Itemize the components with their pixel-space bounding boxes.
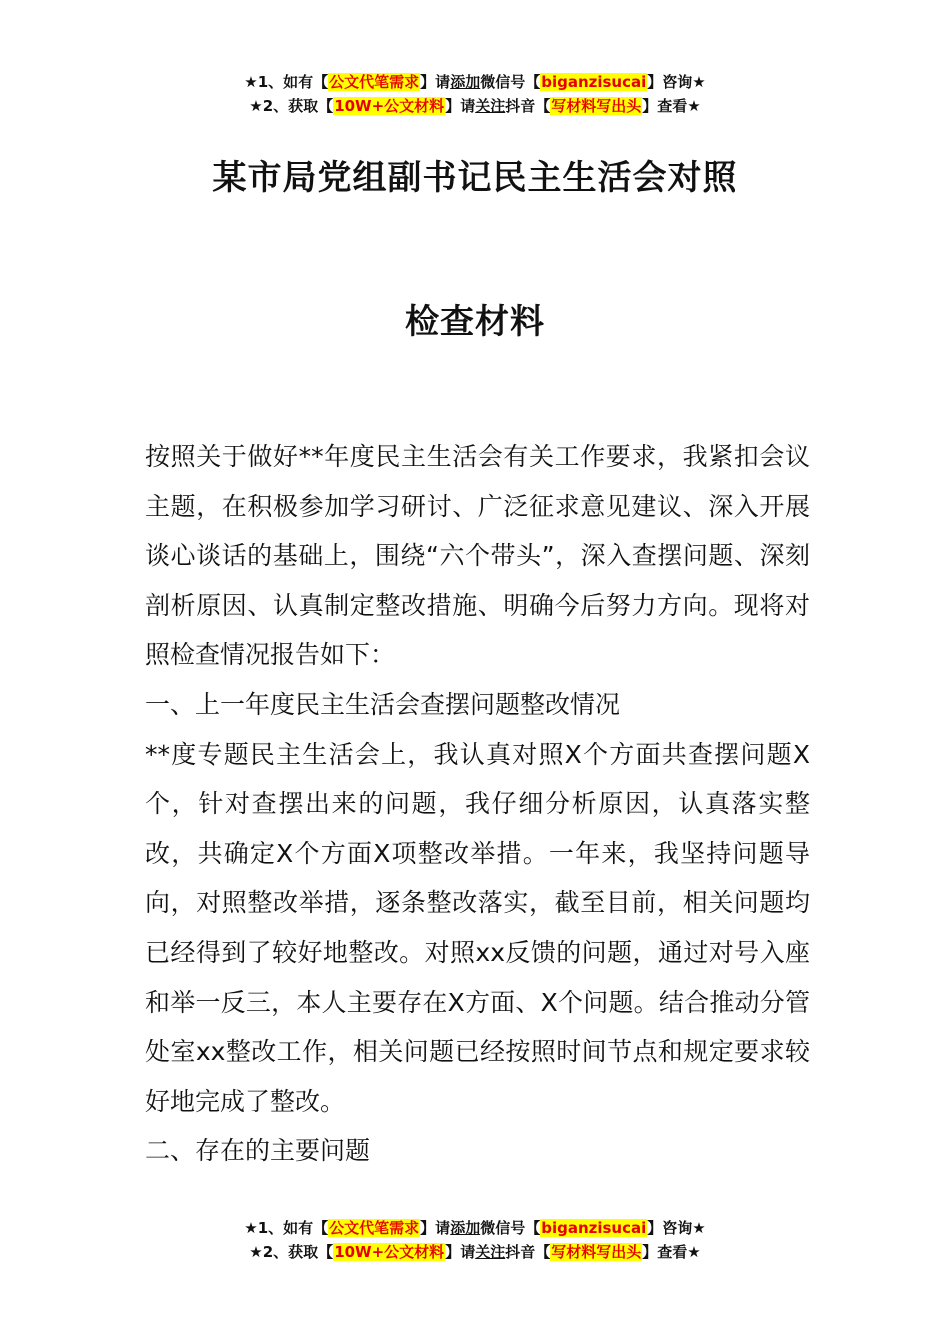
banner-text: 】咨询★ (647, 73, 706, 91)
banner-text: ★2、获取【 (249, 97, 334, 115)
banner-underline: 关注 (475, 1243, 506, 1261)
banner-text: 】查看★ (642, 97, 701, 115)
paragraph-section-1: **度专题民主生活会上，我认真对照X个方面共查摆问题X个，针对查摆出来的问题，我仔细分析原因，认真落实整改，共确定X个方面X项整改举措。一年来，我坚持问题导向，对照整改举措，逐条整改落实，截至目前，相关问题均已经得到了较好地整改。对照xx反馈的问题，通过对号入座和举一反三，本人主要存在X方面、X个问题。结合推动分管处室xx整改工作，相关问题已经按照时间节点和规定要求较好地完成了整改。 (145, 739, 810, 1116)
banner-line-2 (0, 1240, 950, 1264)
banner-underline: 添加 (450, 73, 481, 91)
banner-text: 】请 (445, 97, 476, 115)
banner-text: 】请 (420, 73, 451, 91)
banner-highlight: 写材料写出头 (551, 97, 642, 115)
banner-text: 】请 (445, 1243, 476, 1261)
banner-text: 微信号【 (480, 1219, 541, 1237)
banner-line-2 (0, 94, 950, 118)
banner-line-1 (0, 1216, 950, 1240)
banner-text: 微信号【 (480, 73, 541, 91)
banner-highlight: 写材料写出头 (551, 1243, 642, 1261)
section-heading-1: 一、上一年度民主生活会查摆问题整改情况 (145, 689, 621, 719)
banner-text: ★1、如有【 (244, 73, 329, 91)
section-heading-2: 二、存在的主要问题 (145, 1136, 371, 1166)
banner-text: ★2、获取【 (249, 1243, 334, 1261)
banner-line-1 (0, 70, 950, 94)
document-body (145, 432, 810, 1176)
banner-text: 抖音【 (505, 1243, 551, 1261)
banner-text: ★1、如有【 (244, 1219, 329, 1237)
banner-highlight: 10W+公文材料 (334, 1243, 445, 1261)
document-title-line-2: 检查材料 (405, 302, 545, 342)
header-banner (0, 70, 950, 118)
paragraph-intro: 按照关于做好**年度民主生活会有关工作要求，我紧扣会议主题，在积极参加学习研讨、广泛征求意见建议、深入开展谈心谈话的基础上，围绕“六个带头”，深入查摆问题、深刻剖析原因、认真制定整改措施、明确今后努力方向。现将对照检查情况报告如下： (145, 442, 810, 670)
banner-highlight: 公文代笔需求 (329, 73, 420, 91)
banner-underline: 添加 (450, 1219, 481, 1237)
banner-highlight: 公文代笔需求 (329, 1219, 420, 1237)
banner-underline: 关注 (475, 97, 506, 115)
banner-text: 】查看★ (642, 1243, 701, 1261)
document-title-line-1: 某市局党组副书记民主生活会对照 (212, 158, 738, 198)
banner-text: 抖音【 (505, 97, 551, 115)
banner-text: 】咨询★ (647, 1219, 706, 1237)
banner-highlight: biganzisucai (541, 1219, 647, 1237)
banner-highlight: 10W+公文材料 (334, 97, 445, 115)
banner-text: 】请 (420, 1219, 451, 1237)
footer-banner (0, 1216, 950, 1264)
banner-highlight: biganzisucai (541, 73, 647, 91)
